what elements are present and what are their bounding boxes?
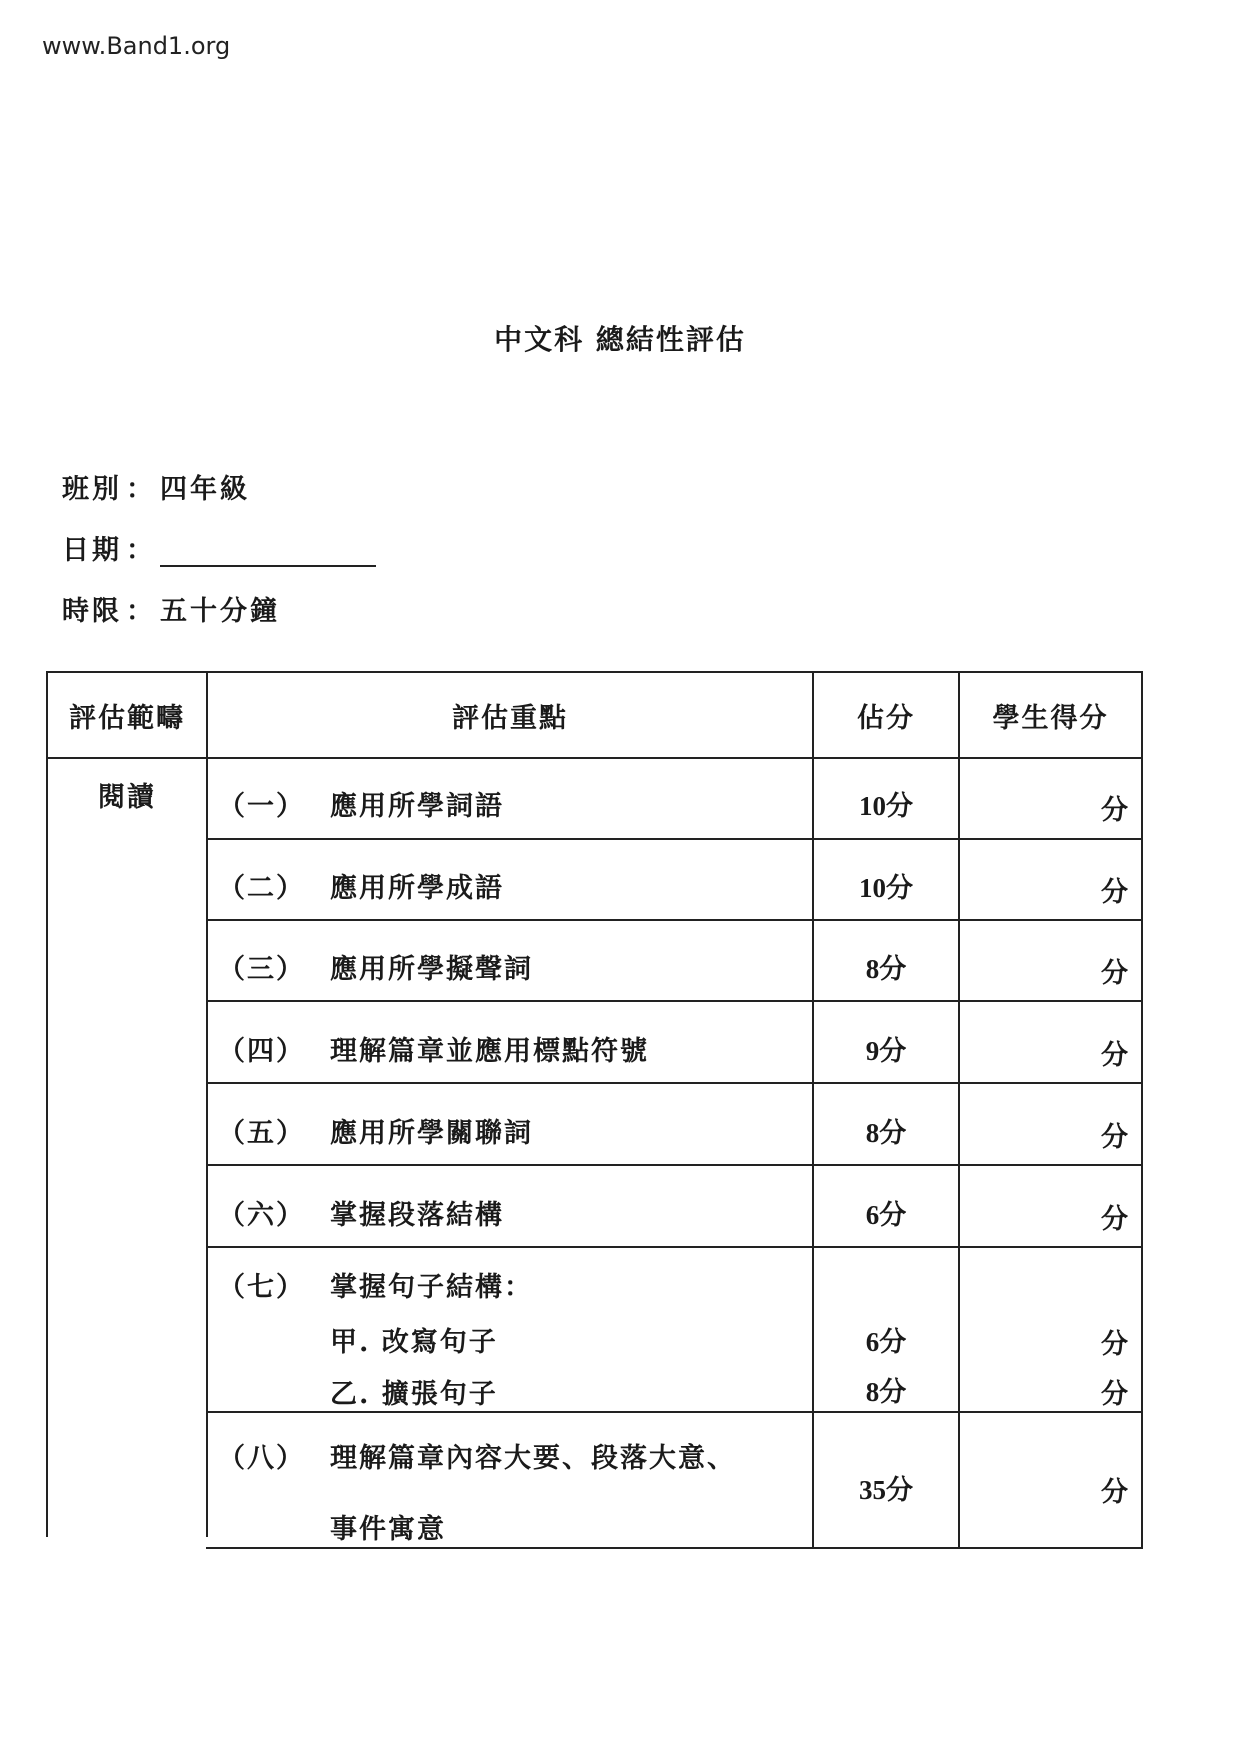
- item-marks: 10分: [859, 791, 913, 821]
- item-marks: 8分: [865, 954, 907, 984]
- item-marks: 6分: [865, 1200, 907, 1230]
- item-text: 應用所學關聯詞: [330, 1118, 533, 1149]
- time-value: 五十分鐘: [160, 596, 280, 627]
- score-unit: 分: [1101, 1379, 1130, 1410]
- row-divider: [206, 1246, 1143, 1248]
- class-label: 班別: [62, 474, 122, 505]
- item-marks: 35分: [859, 1475, 913, 1505]
- item-text: 應用所學擬聲詞: [330, 954, 533, 985]
- header-score: 學生得分: [992, 703, 1109, 734]
- score-unit: 分: [1101, 1122, 1130, 1153]
- sub-item-text: 甲. 改寫句子: [330, 1327, 498, 1358]
- item-number: （七）: [218, 1272, 305, 1303]
- item-marks: 8分: [865, 1118, 907, 1148]
- area-reading: 閱讀: [98, 782, 156, 813]
- score-unit: 分: [1101, 1204, 1130, 1235]
- row-divider: [206, 1411, 1143, 1413]
- item-number: （八）: [218, 1443, 305, 1474]
- column-divider-area: [206, 671, 208, 1537]
- time-label: 時限: [62, 596, 122, 627]
- item-number: （二）: [218, 873, 305, 904]
- item-marks: 10分: [859, 873, 913, 903]
- item-number: （五）: [218, 1118, 305, 1149]
- row-divider: [206, 1082, 1143, 1084]
- header-marks: 佔分: [857, 703, 915, 734]
- row-divider: [206, 919, 1143, 921]
- sub-item-marks: 6分: [865, 1327, 907, 1357]
- score-unit: 分: [1101, 795, 1130, 826]
- item-text: 理解篇章並應用標點符號: [330, 1036, 649, 1067]
- colon: ：: [126, 596, 156, 627]
- item-text: 應用所學成語: [330, 873, 504, 904]
- score-unit: 分: [1101, 958, 1130, 989]
- item-number: （六）: [218, 1200, 305, 1231]
- item-number: （四）: [218, 1036, 305, 1067]
- site-watermark: www.Band1.org: [42, 32, 231, 60]
- table-top-border: [46, 671, 1143, 673]
- item-number: （一）: [218, 791, 305, 822]
- row-divider: [206, 1164, 1143, 1166]
- score-unit: 分: [1101, 1477, 1130, 1508]
- sub-item-marks: 8分: [865, 1377, 907, 1407]
- item-text: 掌握段落結構: [330, 1200, 504, 1231]
- sub-item-text: 乙. 擴張句子: [330, 1379, 498, 1410]
- score-unit: 分: [1101, 877, 1130, 908]
- item-text-continued: 事件寓意: [330, 1514, 446, 1545]
- header-focus: 評估重點: [452, 703, 568, 734]
- colon: ：: [126, 474, 156, 505]
- table-bottom-border: [206, 1547, 1143, 1549]
- class-value: 四年級: [160, 474, 250, 505]
- item-text: 掌握句子結構：: [330, 1272, 533, 1303]
- row-divider: [206, 1000, 1143, 1002]
- row-divider: [206, 838, 1143, 840]
- score-unit: 分: [1101, 1040, 1130, 1071]
- score-unit: 分: [1101, 1329, 1130, 1360]
- item-text: 應用所學詞語: [330, 791, 504, 822]
- table-right-border: [1141, 671, 1143, 1549]
- date-label: 日期: [62, 535, 122, 566]
- page-title: 中文科 總結性評估: [494, 323, 746, 356]
- item-text: 理解篇章內容大要、段落大意、: [330, 1443, 736, 1474]
- item-marks: 9分: [865, 1036, 907, 1066]
- header-area: 評估範疇: [69, 703, 185, 734]
- item-number: （三）: [218, 954, 305, 985]
- header-bottom-border: [46, 757, 1143, 759]
- colon: ：: [126, 535, 156, 566]
